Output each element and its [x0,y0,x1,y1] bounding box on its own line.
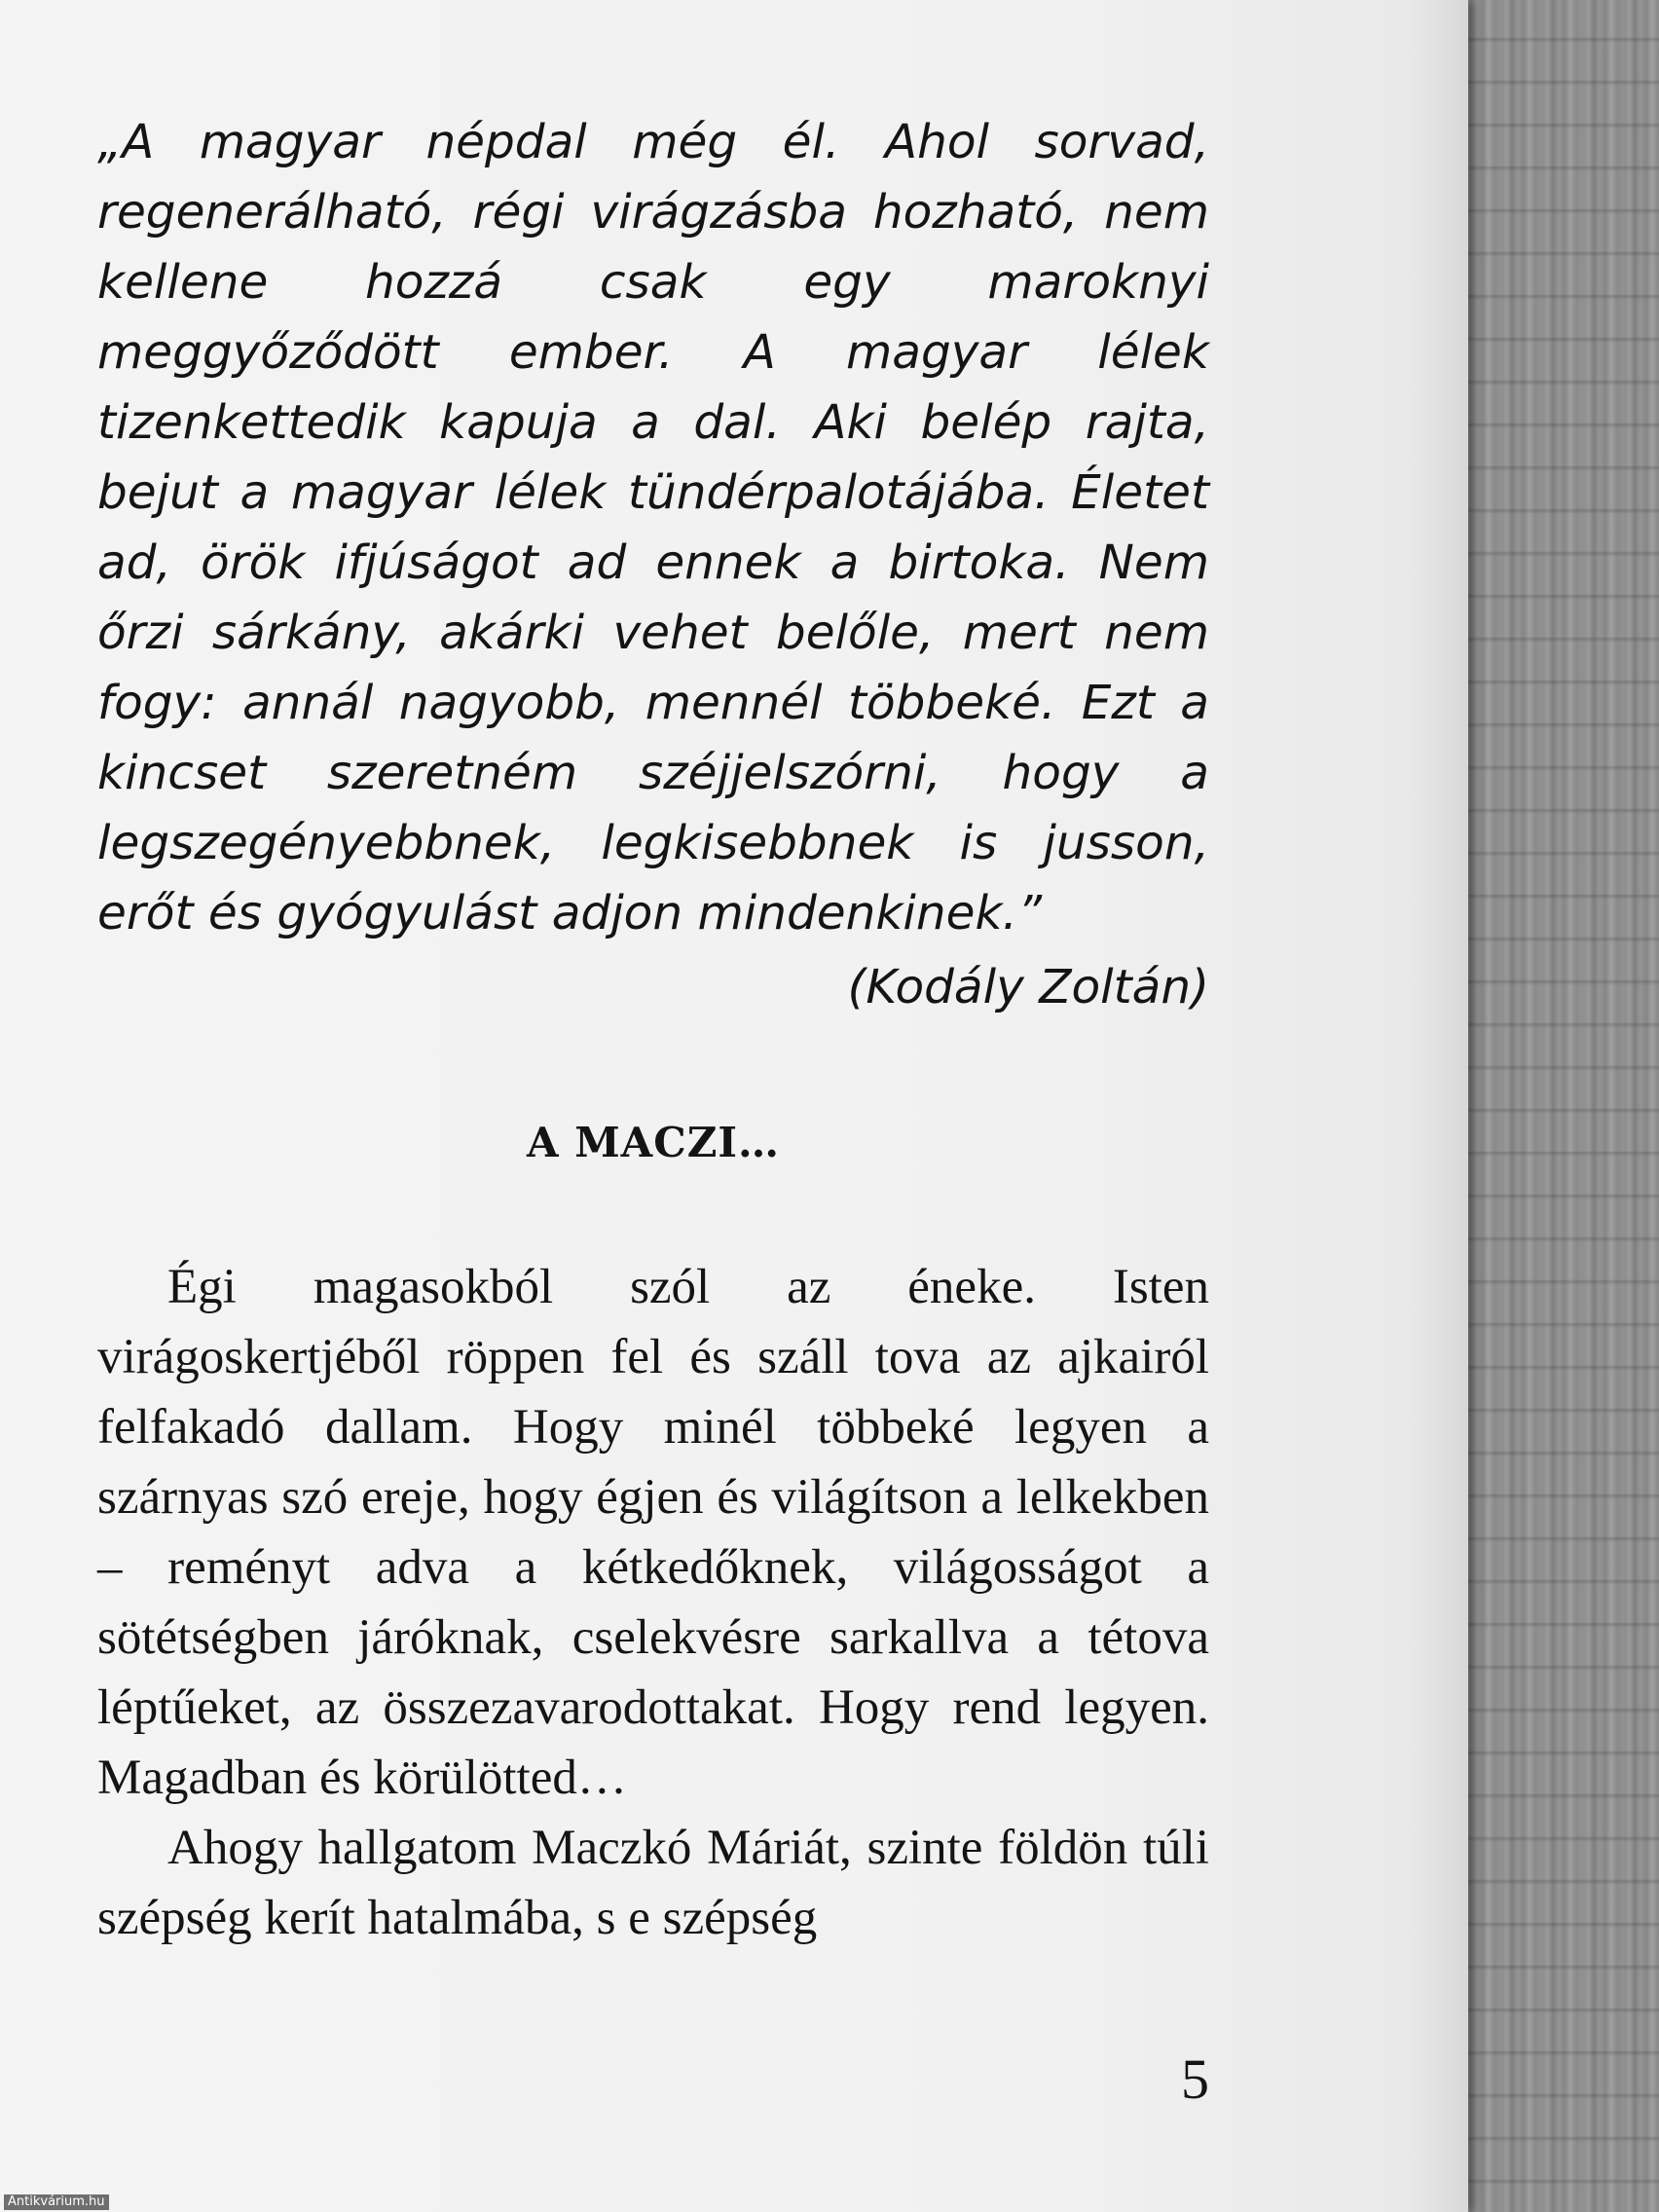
epigraph-attribution: (Kodály Zoltán) [847,960,1209,1014]
body-paragraph: Ahogy hallgatom Maczkó Máriát, szinte földön túli szépség kerít hatalmába, s e szépség [97,1821,1209,1945]
section-body [97,1252,1209,1953]
epigraph-quote: „A magyar népdal még él. Ahol sorvad, regenerálható, régi virágzásba hozható, nem kellene hozzá csak egy maroknyi meggyőződött ember. A magyar lélek tizenkettedik kapuja a dal. Aki belép rajta, bejut a magyar lélek tündérpalotájába. Életet ad, örök ifjúságot ad ennek a birtoka. Nem őrzi sárkány, akárki vehet belőle, mert nem fogy: annál nagyobb, mennél többeké. Ezt a kincset szeretném széjjelszórni, hogy a legszegényebbnek, legkisebbnek is jusson, erőt és gyógyulást adjon mindenkinek.” [97,115,1209,940]
source-watermark: Antikvárium.hu [4,2194,109,2210]
page-number: 5 [1181,2047,1209,2111]
body-paragraph: Égi magasokból szól az éneke. Isten virágoskertjéből röppen fel és száll tova az ajkairól felfakadó dallam. Hogy minél többeké legyen a szárnyas szó ereje, hogy égjen és világítson a lelkekben – reményt adva a kétkedőknek, világosságot a sötétségben járóknak, cselekvésre sarkallva a tétova léptűeket, az összezavarodottakat. Hogy rend legyen. Magadban és körülötted… [97,1260,1209,1805]
background-surface [1460,0,1659,2212]
section-heading: A MACZI… [526,1119,781,1166]
